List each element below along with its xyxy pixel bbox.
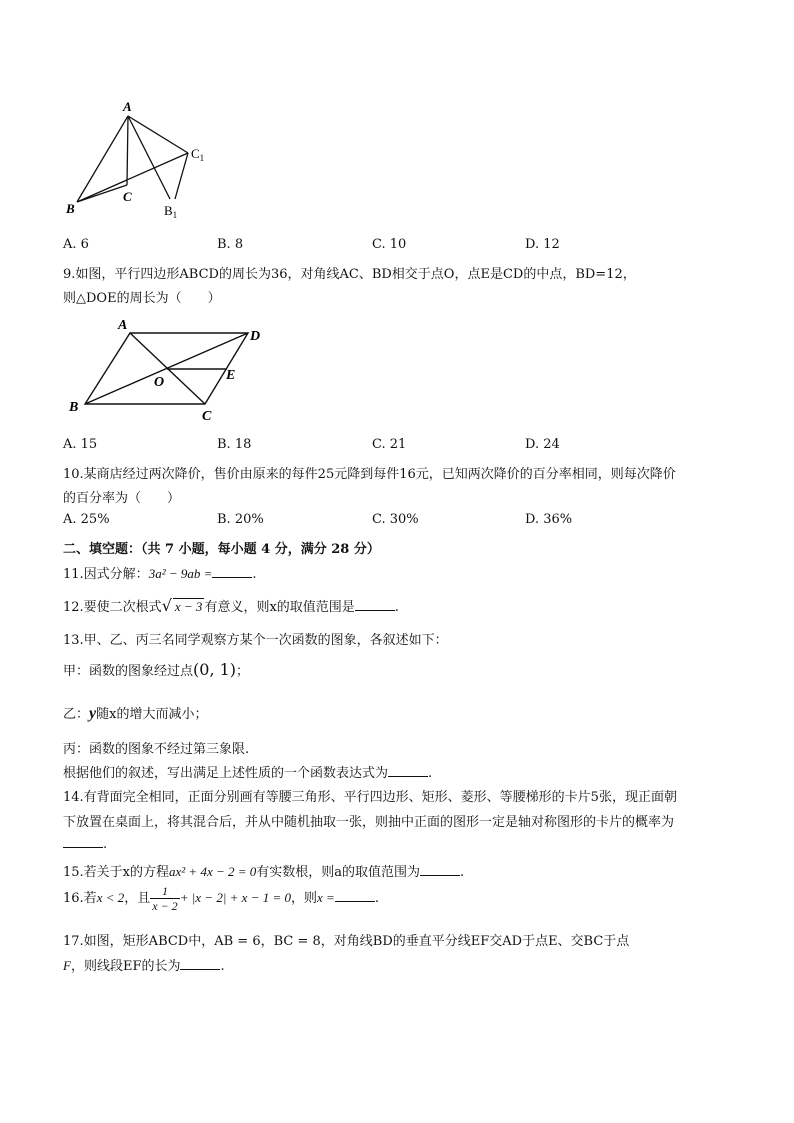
q16-prefix: 16.若 [63, 891, 97, 906]
q17-line1: 17.如图，矩形ABCD中，AB = 6，BC = 8，对角线BD的垂直平分线EF交AD于点E、交BC于点 [63, 934, 630, 949]
q13-answer-blank[interactable] [388, 764, 428, 777]
q13-ask [63, 762, 432, 781]
fig8-label-b: B [66, 201, 75, 216]
q11-answer-blank[interactable] [212, 565, 252, 578]
fig9-label-e: E [226, 368, 236, 383]
q12 [63, 596, 399, 615]
q16-then: ，则 [291, 891, 318, 906]
fig9-label-c: C [202, 409, 212, 424]
q13-yi-var: y [89, 705, 97, 722]
q12-radicand: x − 3 [174, 599, 203, 614]
q9-option-d[interactable]: D. 24 [525, 437, 560, 452]
q13-ask-end: . [428, 766, 433, 781]
q8-option-a[interactable]: A. 6 [63, 237, 89, 252]
q16-cond: x < 2 [96, 890, 125, 905]
q9-options [63, 437, 743, 455]
q15-suffix: . [460, 865, 465, 880]
q12-answer-blank[interactable] [355, 598, 395, 611]
q16-suffix: . [374, 891, 379, 906]
q9-option-a[interactable]: A. 15 [63, 437, 98, 452]
q13-jia-point: (0, 1) [193, 660, 237, 679]
q16-var: x = [317, 890, 335, 905]
q13-jia-text: 甲：函数的图象经过点 [63, 664, 194, 679]
q8-option-b[interactable]: B. 8 [217, 237, 244, 252]
fig9-label-d: D [250, 329, 261, 344]
q15 [63, 861, 464, 880]
q17-answer-blank[interactable] [180, 957, 220, 970]
figure-q8 [60, 95, 220, 225]
q16-frac-num: 1 [150, 884, 179, 899]
q11 [63, 563, 257, 582]
fig9-label-b: B [69, 400, 79, 415]
q15-answer-blank[interactable] [420, 863, 460, 876]
q15-expr: ax² + 4x − 2 = 0 [169, 864, 257, 879]
q12-prefix: 12.要使二次根式 [63, 600, 162, 615]
q16 [63, 884, 379, 913]
q12-mid: 有意义，则x的取值范围是 [204, 600, 355, 615]
q12-suffix: . [394, 600, 399, 615]
q13-yi [63, 703, 207, 723]
q17-suffix: . [220, 959, 225, 974]
q14-answer-blank[interactable] [63, 835, 103, 848]
q17-line2-var: F [63, 958, 71, 973]
q10-line2: 的百分率为（ ） [63, 491, 181, 506]
q14-line3-end: . [103, 837, 108, 852]
q9-line1: 9.如图，平行四边形ABCD的周长为36，对角线AC、BD相交于点O，点E是CD的中点，BD=12， [63, 267, 636, 282]
q10-option-b[interactable]: B. 20% [217, 512, 264, 527]
q14-line1: 14.有背面完全相同，正面分别画有等腰三角形、平行四边形、矩形、菱形、等腰梯形的卡片5张，现正面朝 [63, 790, 677, 805]
fig8-label-a: A [123, 99, 132, 114]
q14-line2: 下放置在桌面上，将其混合后，并从中随机抽取一张，则抽中正面的图形一定是轴对称图形的卡片的概率为 [63, 815, 675, 830]
q13-line1: 13.甲、乙、丙三名同学观察方某个一次函数的图象，各叙述如下： [63, 633, 448, 648]
q16-mid: ，且 [124, 891, 151, 906]
q16-frac-den: x − 2 [152, 899, 178, 913]
q15-prefix: 15.若关于x的方程 [63, 865, 170, 880]
q9-line2: 则△DOE的周长为（ ） [63, 291, 221, 306]
q10-line1: 10.某商店经过两次降价，售价由原来的每件25元降到每件16元，已知两次降价的百分率相同，则每次降价 [63, 467, 676, 482]
q10-options [63, 512, 743, 530]
q14-line3 [63, 835, 107, 852]
q8-options [63, 237, 743, 255]
sqrt-sign-icon: √ [161, 596, 172, 615]
q17-line2-text: ，则线段EF的长为 [70, 959, 181, 974]
section-2-heading: 二、填空题：（共 7 小题，每小题 4 分，满分 28 分） [63, 542, 380, 557]
fig8-label-b1: $B_1$ [164, 203, 178, 220]
figure-q9 [60, 315, 280, 425]
q11-prefix: 11.因式分解： [63, 567, 149, 582]
q10-option-c[interactable]: C. 30% [372, 512, 419, 527]
q16-fraction [150, 884, 179, 913]
q13-yi-prefix: 乙： [63, 707, 90, 722]
fig8-label-c: C [123, 189, 132, 204]
fig8-label-c1: $C_1$ [191, 146, 205, 163]
q8-option-d[interactable]: D. 12 [525, 237, 560, 252]
q10-option-d[interactable]: D. 36% [525, 512, 573, 527]
fig9-label-o: O [154, 375, 165, 390]
q10-option-a[interactable]: A. 25% [63, 512, 110, 527]
q15-mid: 有实数根，则a的取值范围为 [256, 865, 421, 880]
q9-option-c[interactable]: C. 21 [372, 437, 407, 452]
q16-expr: + |x − 2| + x − 1 = 0 [179, 890, 291, 905]
q13-yi-text: 随x的增大而减小； [96, 707, 208, 722]
q13-ask-text: 根据他们的叙述，写出满足上述性质的一个函数表达式为 [63, 766, 389, 781]
q11-suffix: . [252, 567, 257, 582]
q13-jia [63, 660, 249, 679]
fig9-label-a: A [118, 318, 128, 333]
q17-line2 [63, 955, 225, 974]
q9-option-b[interactable]: B. 18 [217, 437, 252, 452]
q13-jia-end: ； [236, 664, 250, 679]
q13-bing: 丙：函数的图象不经过第三象限. [63, 742, 250, 757]
q11-expr: 3a² − 9ab = [148, 566, 213, 581]
q8-option-c[interactable]: C. 10 [372, 237, 407, 252]
q16-answer-blank[interactable] [335, 889, 375, 902]
